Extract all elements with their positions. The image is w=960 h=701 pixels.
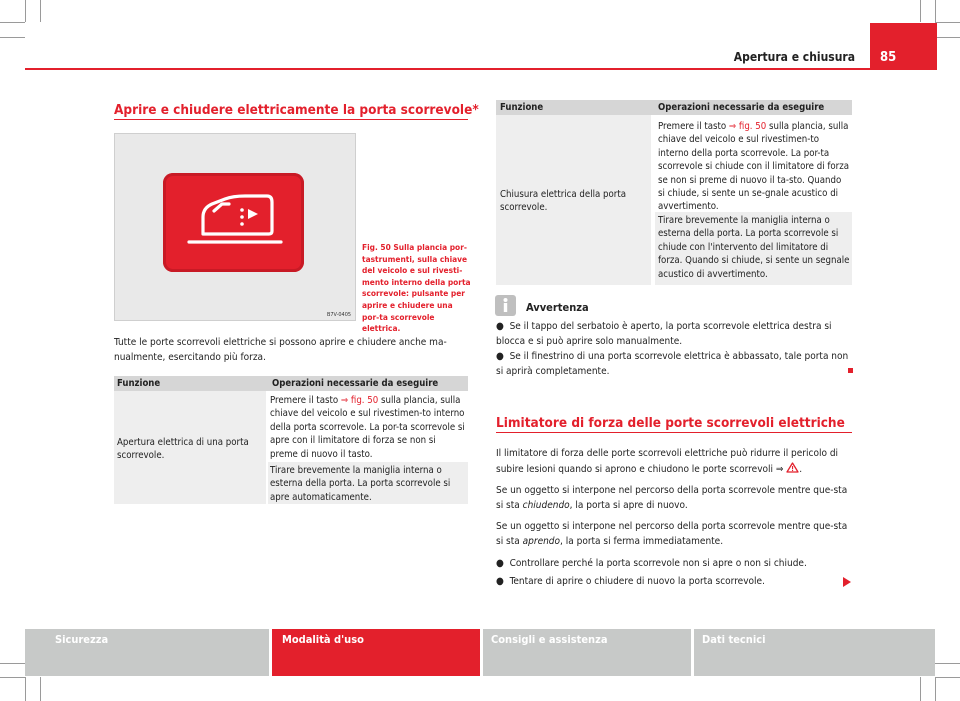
figure-caption: Fig. 50 Sulla plancia por-tastrumenti, sulla chiave del veicolo e sul rivesti-mento interno della porta scorrevole: pulsante per aprire e chiudere una por-ta scorrevole elettrica. <box>362 242 471 334</box>
footer-tab-label: Consigli e assistenza <box>491 633 608 646</box>
figure-id: B7V-0405 <box>327 312 351 318</box>
bullet-dot: ● <box>496 576 504 587</box>
body-paragraph <box>496 484 854 513</box>
list-item <box>496 557 854 572</box>
table-cell-function <box>114 391 266 504</box>
section-rule <box>496 432 852 433</box>
paragraph-emphasis: aprendo <box>522 535 561 547</box>
paragraph-text: . <box>799 463 803 475</box>
crop-mark <box>0 37 25 38</box>
crop-mark <box>40 0 41 22</box>
list-item <box>496 575 854 590</box>
crop-mark <box>0 663 25 664</box>
bullet-dot: ● <box>496 321 504 332</box>
paragraph-text: Se un oggetto si interpone nel percorso della porta scorrevole mentre que-sta si sta <box>496 521 848 547</box>
table-col-function: Funzione <box>500 102 544 113</box>
list-item-text: Controllare perché la porta scorrevole non si apre o non si chiude. <box>509 558 807 569</box>
crop-mark <box>920 677 921 701</box>
warning-icon <box>786 462 799 473</box>
function-text: Apertura elettrica di una porta scorrevole. <box>117 437 249 462</box>
footer-tab-dati-tecnici[interactable] <box>694 629 935 676</box>
table-cell-operation <box>655 212 852 285</box>
figure-reference-link[interactable]: ⇒ fig. 50 <box>728 121 767 132</box>
page-header <box>490 48 937 68</box>
table-col-operations: Operazioni necessarie da eseguire <box>658 102 825 113</box>
section-rule <box>114 119 468 120</box>
crop-mark <box>0 22 25 23</box>
footer-tab-label: Sicurezza <box>55 633 109 646</box>
operation-text: Tirare brevemente la maniglia interna o esterna della porta. La porta scorrevole si apre automaticamente. <box>270 465 451 503</box>
table-cell-operation <box>658 120 850 214</box>
operation-text: Premere il tasto <box>658 121 729 132</box>
continue-arrow-icon <box>843 577 851 587</box>
note-bullet <box>496 350 852 379</box>
list-item-text: Tentare di aprire o chiudere di nuovo la porta scorrevole. <box>509 576 765 587</box>
footer-tab-label: Modalità d'uso <box>282 633 364 646</box>
page-number: 85 <box>880 50 897 65</box>
operation-text: Tirare brevemente la maniglia interna o esterna della porta. La porta scorrevole si chiude con l'intervento del limitatore di forza. Quando si chiude, si sente un segnale acustico di avvertimento. <box>658 215 850 280</box>
page-number-box <box>870 23 937 68</box>
table-cell-function <box>496 115 651 285</box>
paragraph-text: , la porta si ferma immediatamente. <box>560 535 724 547</box>
table-cell-operation <box>268 462 468 504</box>
crop-mark <box>0 677 25 678</box>
end-of-section-marker <box>848 368 853 373</box>
footer-tab-label: Dati tecnici <box>702 633 766 646</box>
note-bullet <box>496 320 852 349</box>
table-header <box>496 100 852 115</box>
sliding-door-button <box>163 173 304 272</box>
crop-mark <box>935 663 960 664</box>
crop-mark <box>40 677 41 701</box>
sliding-door-van-icon <box>163 173 304 272</box>
function-text: Chiusura elettrica della porta scorrevole. <box>500 189 627 214</box>
note-title: Avvertenza <box>526 301 589 314</box>
crop-mark <box>935 22 960 23</box>
table-header <box>114 376 468 391</box>
note-bullet-text: Se il finestrino di una porta scorrevole elettrica è abbassato, tale porta non si aprirà completamente. <box>496 351 849 377</box>
crop-mark <box>25 0 26 22</box>
crop-mark <box>935 0 936 22</box>
body-paragraph <box>496 520 854 549</box>
crop-mark <box>935 37 960 38</box>
operation-text: sulla plancia, sulla chiave del veicolo e sul rivestimen-to interno della porta scorrevole. La por-ta scorrevole si chiude con il limitatore di forza se non si preme di nuovo il ta-sto. Quando si chiude, si sente un se-gnale acustico di avvertimento. <box>658 121 850 213</box>
operation-text: sulla plancia, sulla chiave del veicolo e sul rivestimen-to interno della porta scorrevole. La por-ta scorrevole si apre con il limitatore di forza se non si preme di nuovo il tasto. <box>270 395 465 460</box>
crop-mark <box>935 677 936 701</box>
bullet-dot: ● <box>496 558 504 569</box>
header-rule <box>25 68 937 70</box>
header-section-title: Apertura e chiusura <box>733 50 855 64</box>
info-icon <box>495 295 516 316</box>
paragraph-text: , la porta si apre di nuovo. <box>569 499 688 511</box>
paragraph-text: Se un oggetto si interpone nel percorso della porta scorrevole mentre que-sta si sta <box>496 485 848 511</box>
figure-image <box>114 133 356 321</box>
note-bullet-text: Se il tappo del serbatoio è aperto, la porta scorrevole elettrica destra si blocca e si può aprire solo manualmente. <box>496 321 832 347</box>
section-title: Limitatore di forza delle porte scorrevoli elettriche <box>496 415 845 431</box>
crop-mark <box>25 677 26 701</box>
table-col-operations: Operazioni necessarie da eseguire <box>272 378 439 389</box>
figure-reference-link[interactable]: ⇒ fig. 50 <box>340 395 379 406</box>
paragraph-text: Il limitatore di forza delle porte scorrevoli elettriche può ridurre il pericolo di subire lesioni quando si aprono e chiudono le porte scorrevoli ⇒ <box>496 448 839 475</box>
bullet-dot: ● <box>496 351 504 362</box>
footer-tab-consigli-e-assistenza[interactable] <box>483 629 691 676</box>
body-paragraph <box>496 447 854 477</box>
footer-tab-modalita-duso[interactable] <box>272 629 480 676</box>
crop-mark <box>935 677 960 678</box>
footer-tab-sicurezza[interactable] <box>25 629 269 676</box>
operation-text: Premere il tasto <box>270 395 341 406</box>
table-cell-operation <box>270 394 466 461</box>
paragraph-emphasis: chiudendo <box>522 499 570 511</box>
table-col-function: Funzione <box>117 378 161 389</box>
intro-paragraph: Tutte le porte scorrevoli elettriche si possono aprire e chiudere anche ma-nualmente, esercitando più forza. <box>114 337 447 363</box>
section-title: Aprire e chiudere elettricamente la porta scorrevole* <box>114 102 479 118</box>
crop-mark <box>920 0 921 22</box>
